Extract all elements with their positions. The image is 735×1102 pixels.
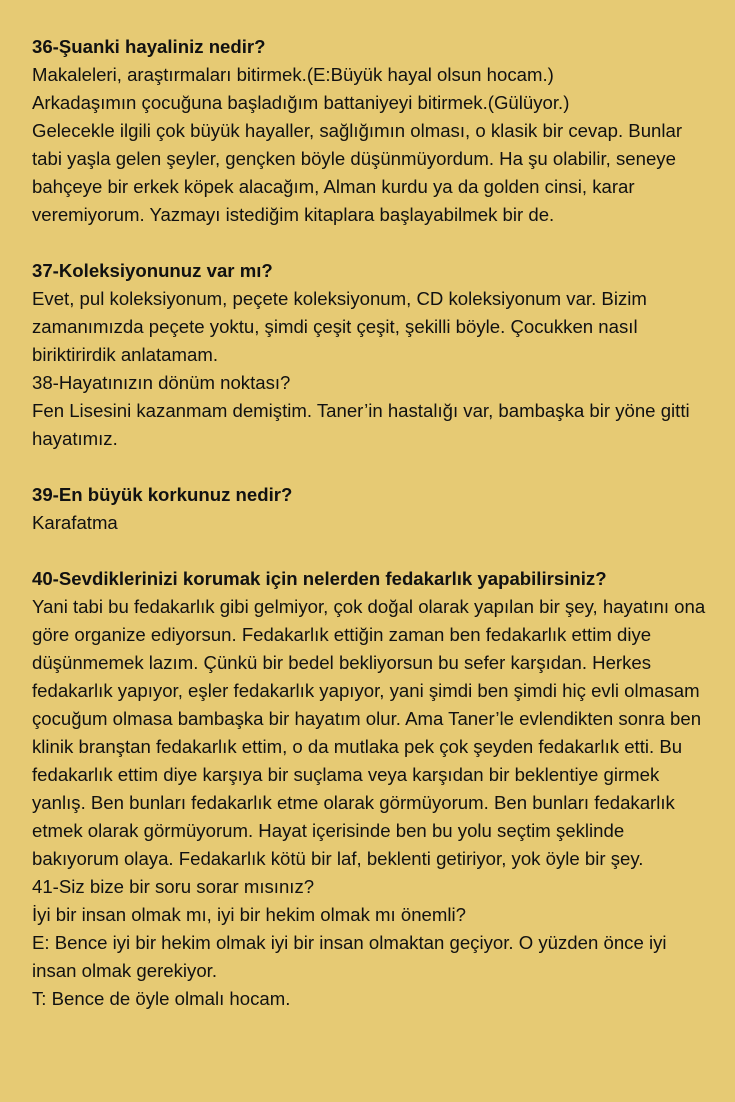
answer-38: Fen Lisesini kazanmam demiştim. Taner’in hastalığı var, bambaşka bir yöne gitti hayatımız. [32,400,690,449]
answer-40: Yani tabi bu fedakarlık gibi gelmiyor, çok doğal olarak yapılan bir şey, hayatını ona göre organize ediyorsun. Fedakarlık ettiğin zaman ben fedakarlık ettim diye düşünmemek lazım. Çünkü bir bedel bekliyorsun bu sefer karşıdan. Herkes fedakarlık yapıyor, eşler fedakarlık yapıyor, yani şimdi ben şimdi hiç evli olmasam çocuğum olmasa bambaşka bir hayatım olur. Ama Taner’le evlendikten sonra ben klinik branştan fedakarlık ettim, o da mutlaka pek çok şeyden fedakarlık etti. Bu fedakarlık ettim diye karşıya bir suçlama veya karşıdan bir beklentiye girmek yanlış. Ben bunları fedakarlık etme olarak görmüyorum. Ben bunları fedakarlık etmek olarak görmüyorum. Hayat içerisinde ben bu yolu seçtim şeklinde bakıyorum olaya. Fedakarlık kötü bir laf, beklenti getiriyor, yok öyle bir şey. [32,596,706,869]
answer-37: Evet, pul koleksiyonum, peçete koleksiyonum, CD koleksiyonum var. Bizim zamanımızda peçete yoktu, şimdi çeşit çeşit, şekilli böyle. Çocukken nasıl biriktirirdik anlatamam. [32,288,647,365]
paragraph-gap [32,537,707,565]
answer-41-line-2: E: Bence iyi bir hekim olmak iyi bir insan olmaktan geçiyor. O yüzden önce iyi insan olmak gerekiyor. [32,932,667,981]
question-41: 41-Siz bize bir soru sorar mısınız? [32,876,315,897]
answer-41-line-3: T: Bence de öyle olmalı hocam. [32,988,291,1009]
answer-36-line-3: Gelecekle ilgili çok büyük hayaller, sağlığımın olması, o klasik bir cevap. Bunlar tabi yaşla gelen şeyler, gençken böyle düşünmüyordum. Ha şu olabilir, seneye bahçeye bir erkek köpek alacağım, Alman kurdu ya da golden cinsi, karar veremiyorum. Yazmayı istediğim kitaplara başlayabilmek bir de. [32,120,683,225]
paragraph-gap [32,453,707,481]
question-36: 36-Şuanki hayaliniz nedir? [32,36,266,57]
question-38: 38-Hayatınızın dönüm noktası? [32,372,291,393]
answer-39: Karafatma [32,512,118,533]
paragraph-gap [32,229,707,257]
question-39: 39-En büyük korkunuz nedir? [32,484,293,505]
answer-41-line-1: İyi bir insan olmak mı, iyi bir hekim olmak mı önemli? [32,904,466,925]
question-37: 37-Koleksiyonunuz var mı? [32,260,273,281]
question-40: 40-Sevdiklerinizi korumak için nelerden fedakarlık yapabilirsiniz? [32,568,607,589]
answer-36-line-2: Arkadaşımın çocuğuna başladığım battaniyeyi bitirmek.(Gülüyor.) [32,92,570,113]
answer-36-line-1: Makaleleri, araştırmaları bitirmek.(E:Büyük hayal olsun hocam.) [32,64,554,85]
